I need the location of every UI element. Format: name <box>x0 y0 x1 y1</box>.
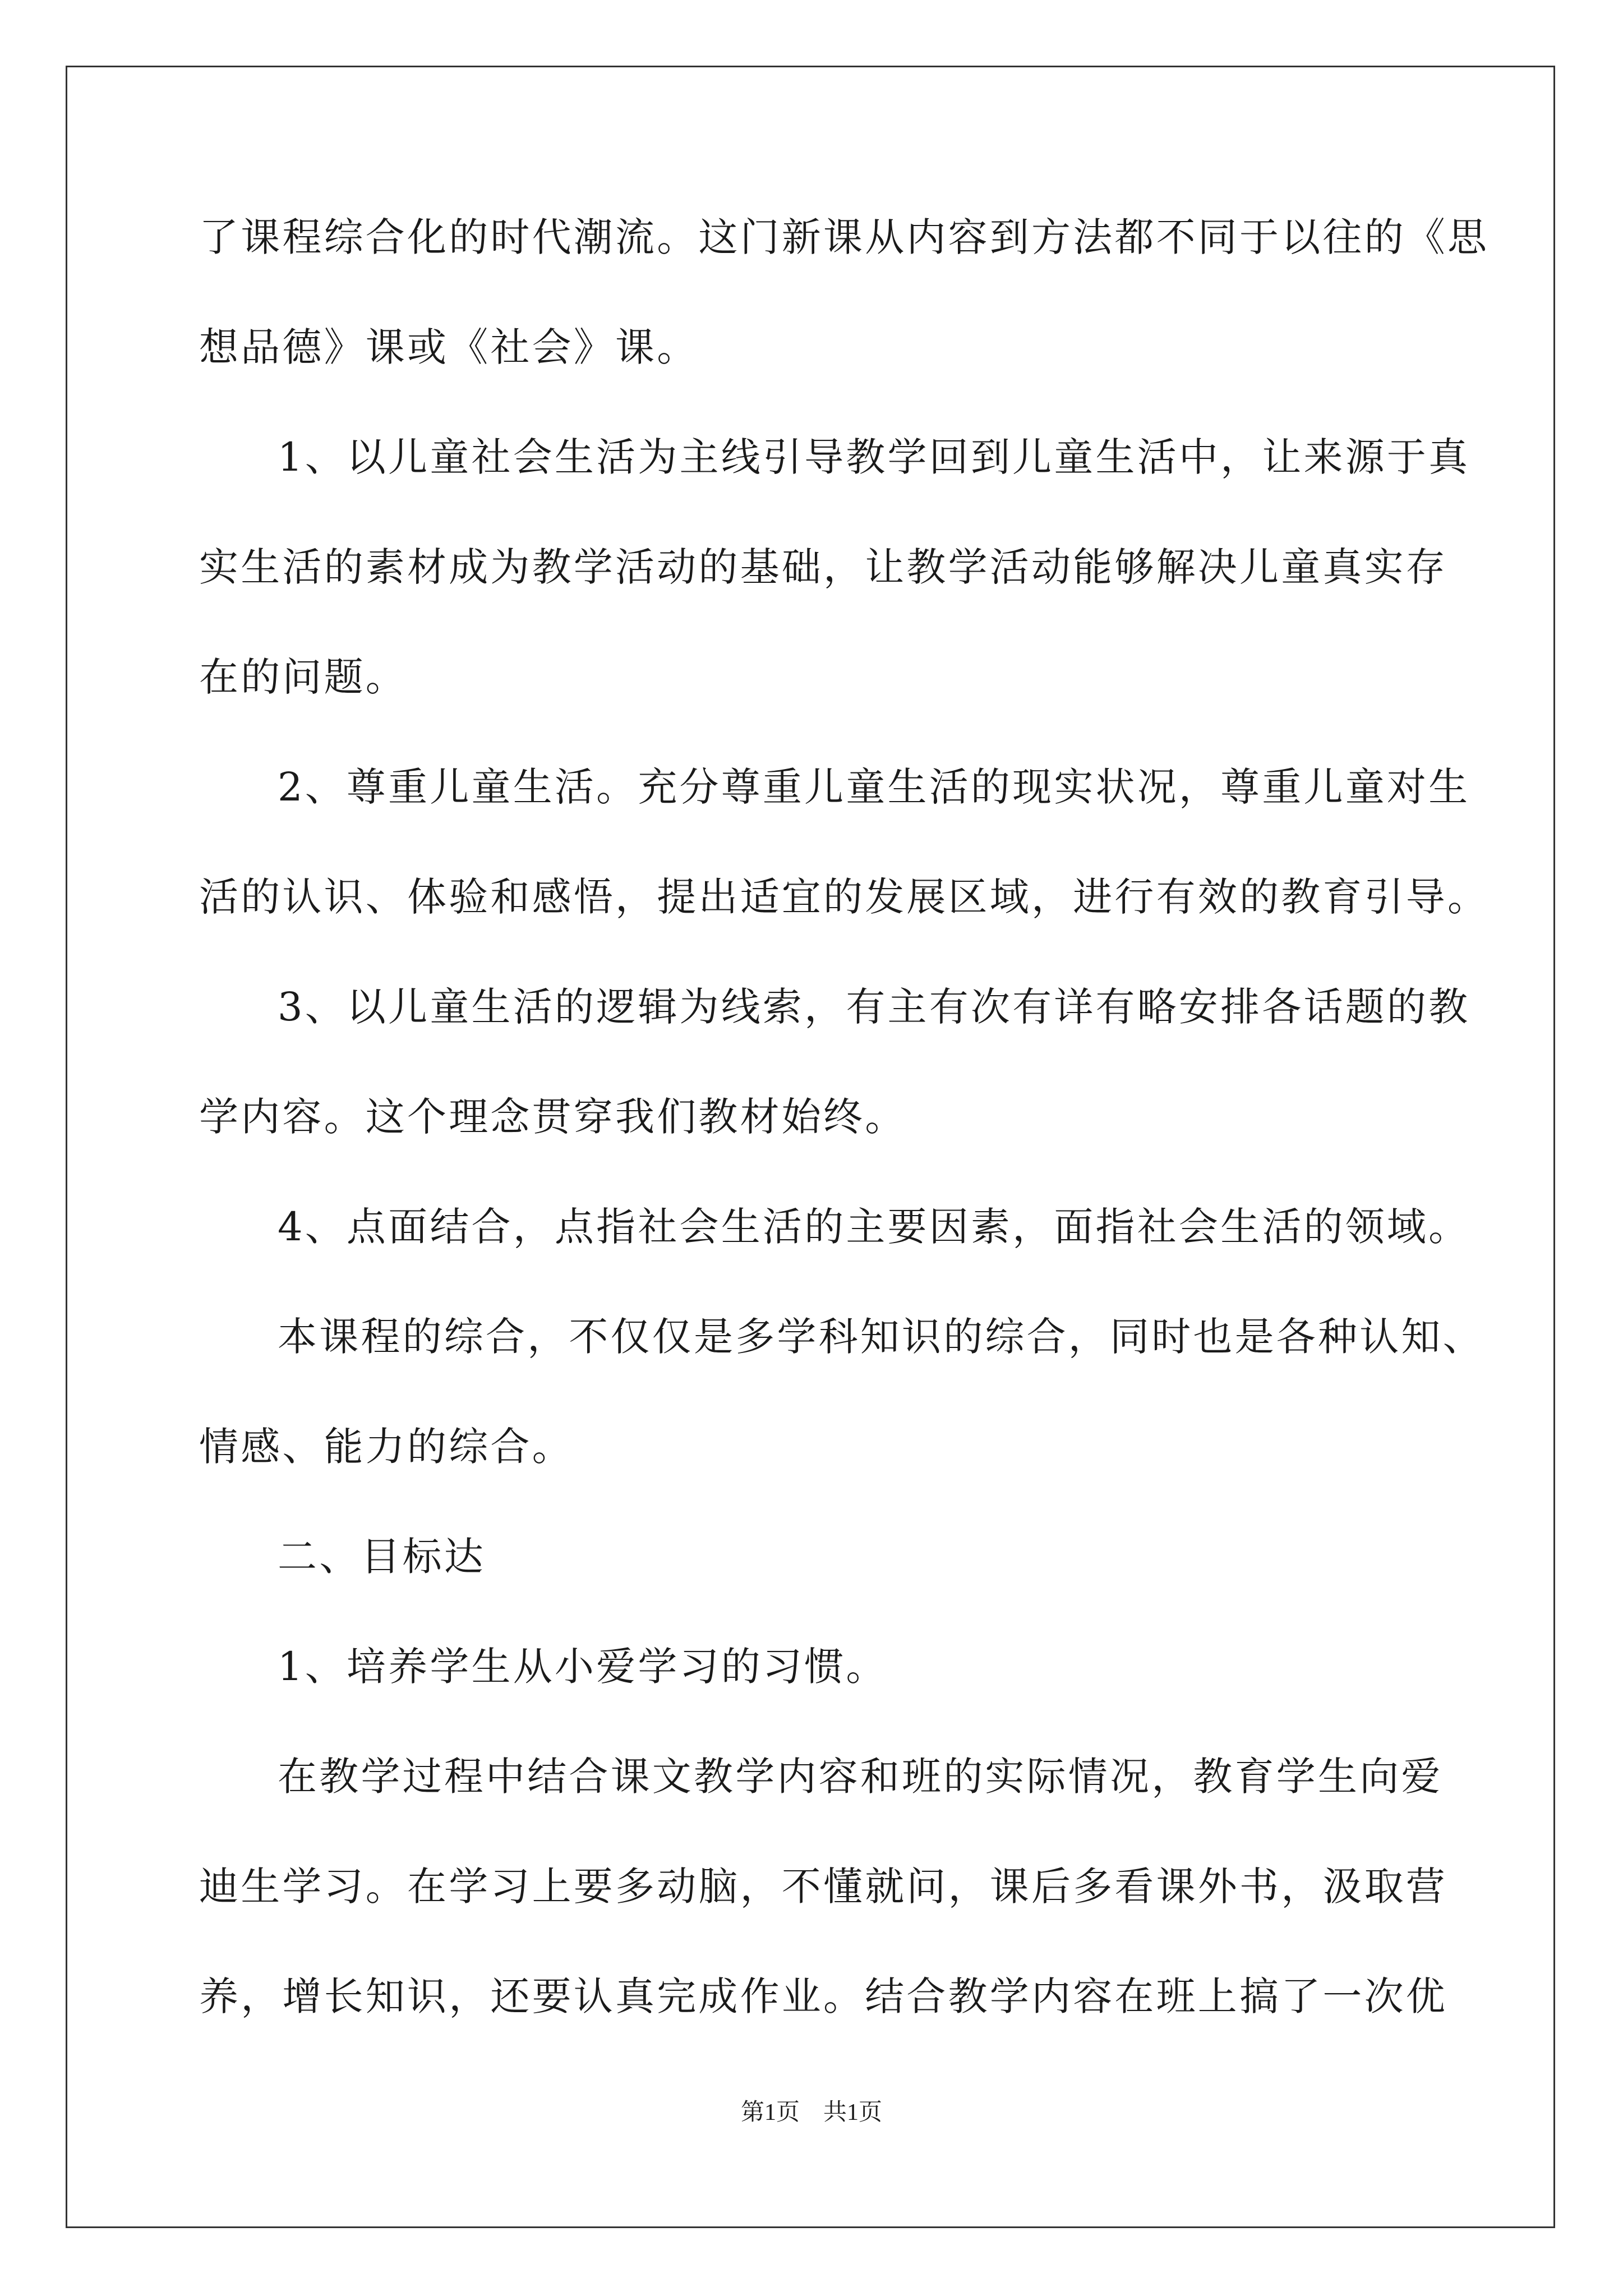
text-line: 实生活的素材成为教学活动的基础，让教学活动能够解决儿童真实存 <box>199 544 1447 590</box>
paragraph-line: 在教学过程中结合课文教学内容和班的实际情况，教育学生向爱 <box>278 1754 1443 1800</box>
text-line: 养，增长知识，还要认真完成作业。结合教学内容在班上搞了一次优 <box>199 1973 1447 2019</box>
text-line: 了课程综合化的时代潮流。这门新课从内容到方法都不同于以往的《思 <box>199 214 1490 260</box>
paragraph-line: 2、尊重儿童生活。充分尊重儿童生活的现实状况，尊重儿童对生 <box>278 764 1470 810</box>
text-line: 活的认识、体验和感悟，提出适宜的发展区域，进行有效的教育引导。 <box>199 874 1490 920</box>
text-line: 情感、能力的综合。 <box>199 1424 574 1470</box>
text-line: 学内容。这个理念贯穿我们教材始终。 <box>199 1094 907 1140</box>
text-line: 迪生学习。在学习上要多动脑，不懂就问，课后多看课外书，汲取营 <box>199 1864 1447 1910</box>
paragraph-line: 3、以儿童生活的逻辑为线索，有主有次有详有略安排各话题的教 <box>278 984 1470 1030</box>
text-line: 想品德》课或《社会》课。 <box>199 324 699 370</box>
page-number-footer: 第1页 共1页 <box>740 2100 882 2125</box>
paragraph-line: 4、点面结合，点指社会生活的主要因素，面指社会生活的领域。 <box>278 1204 1470 1250</box>
text-line: 在的问题。 <box>199 654 407 700</box>
paragraph-line: 1、培养学生从小爱学习的习惯。 <box>278 1644 888 1690</box>
section-heading: 二、目标达 <box>278 1534 486 1580</box>
paragraph-line: 本课程的综合，不仅仅是多学科知识的综合，同时也是各种认知、 <box>278 1314 1484 1360</box>
paragraph-line: 1、以儿童社会生活为主线引导教学回到儿童生活中，让来源于真 <box>278 434 1470 480</box>
